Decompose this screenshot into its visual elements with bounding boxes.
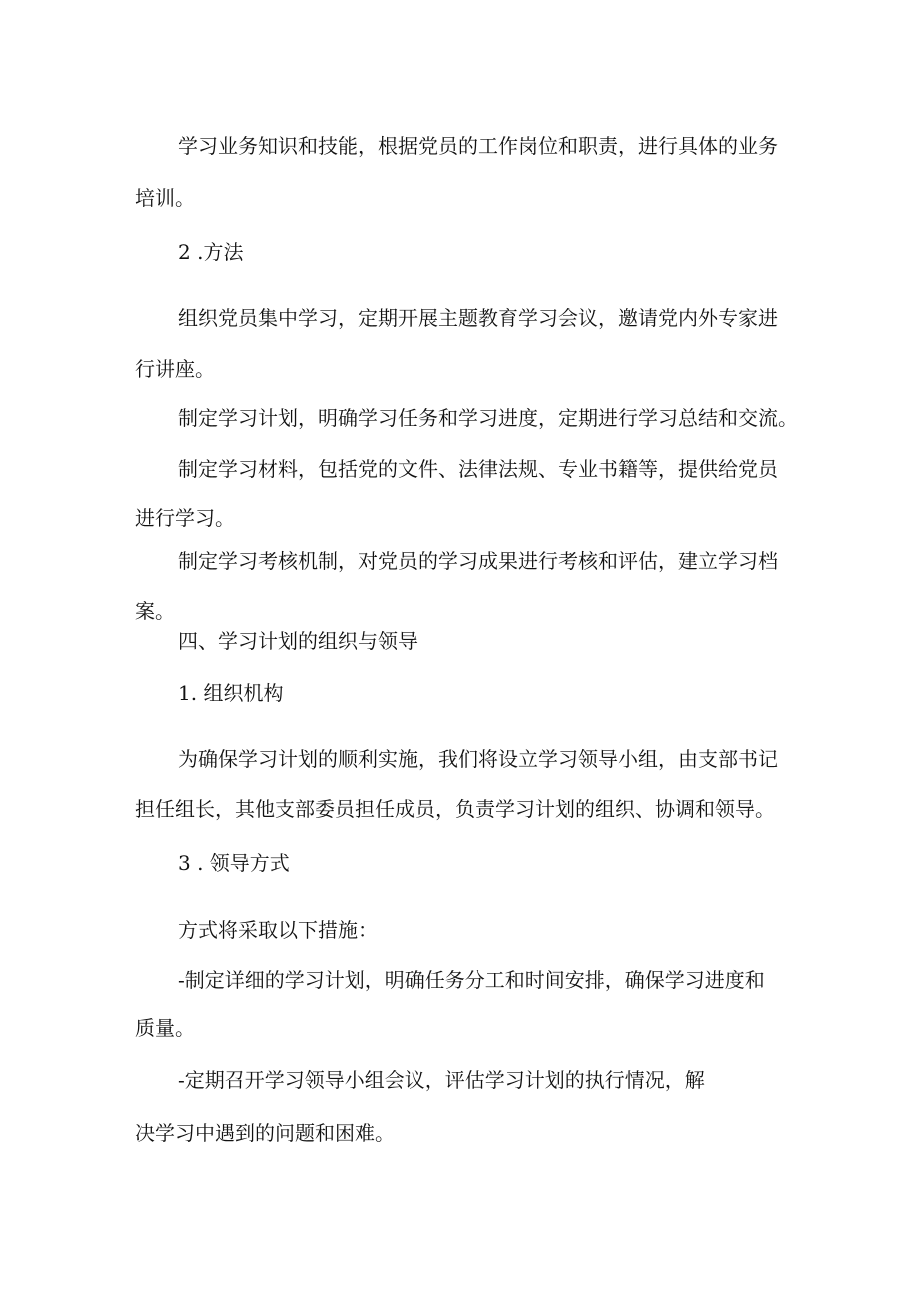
text-line-8: 进行学习。 <box>135 506 235 530</box>
subheading-leadership: 3 . 领导方式 <box>178 851 290 875</box>
text-line-14: 担任组长，其他支部委员担任成员，负责学习计划的组织、协调和领导。 <box>135 797 775 821</box>
text-line-5: 行讲座。 <box>135 357 215 381</box>
text-line-6: 制定学习计划，明确学习任务和学习进度，定期进行学习总结和交流。 <box>178 406 798 430</box>
text-line-9: 制定学习考核机制，对党员的学习成果进行考核和评估，建立学习档 <box>178 549 778 573</box>
text-line-1: 学习业务知识和技能，根据党员的工作岗位和职责，进行具体的业务 <box>178 134 778 158</box>
section-heading-organization: 四、学习计划的组织与领导 <box>178 629 418 653</box>
text-line-17: -制定详细的学习计划，明确任务分工和时间安排，确保学习进度和 <box>178 968 765 992</box>
text-line-7: 制定学习材料，包括党的文件、法律法规、专业书籍等，提供给党员 <box>178 457 778 481</box>
text-line-20: 决学习中遇到的问题和困难。 <box>135 1121 395 1145</box>
text-line-4: 组织党员集中学习，定期开展主题教育学习会议，邀请党内外专家进 <box>178 306 778 330</box>
text-line-2: 培训。 <box>135 186 195 210</box>
text-line-10: 案。 <box>135 599 175 623</box>
text-line-19: -定期召开学习领导小组会议，评估学习计划的执行情况，解 <box>178 1068 705 1092</box>
section-heading-method: 2 .方法 <box>178 240 244 264</box>
text-line-13: 为确保学习计划的顺利实施，我们将设立学习领导小组，由支部书记 <box>178 747 778 771</box>
subheading-organization: 1. 组织机构 <box>178 681 284 705</box>
text-line-16: 方式将采取以下措施： <box>178 918 378 942</box>
text-line-18: 质量。 <box>135 1016 195 1040</box>
